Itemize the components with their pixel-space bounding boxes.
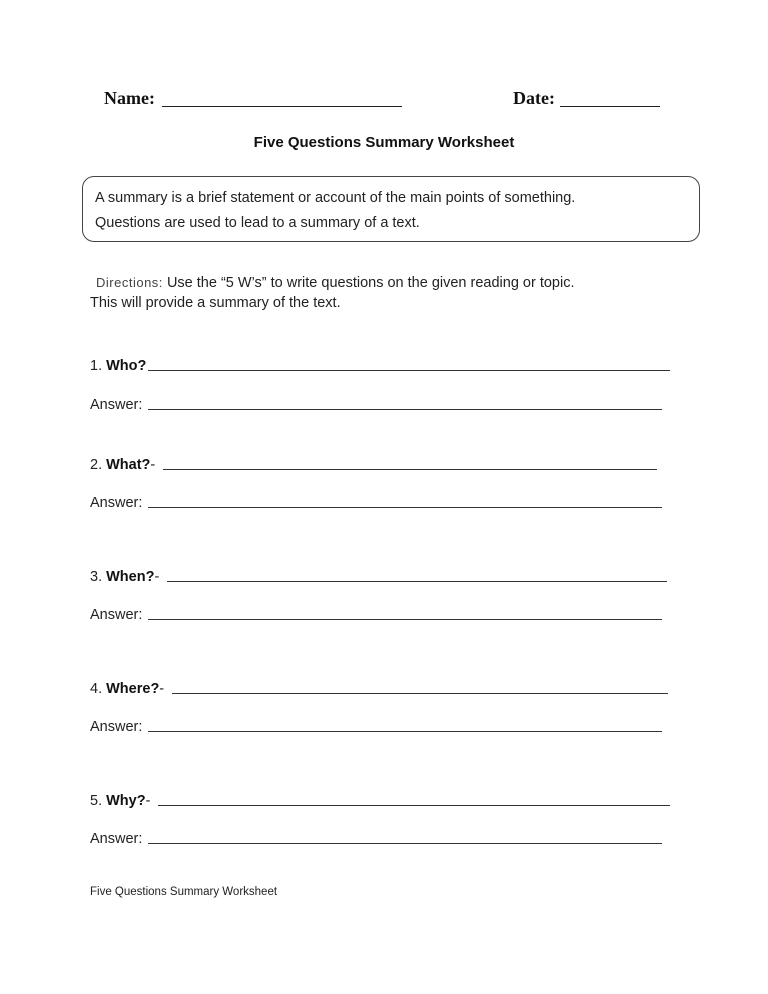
answer-where	[90, 719, 662, 735]
question-number: 1.	[90, 358, 103, 374]
directions-label: Directions:	[96, 275, 163, 290]
question-suffix: -	[150, 457, 156, 473]
question-number: 2.	[90, 457, 103, 473]
question-why	[90, 793, 670, 809]
question-word: Who?	[106, 358, 147, 374]
question-suffix: -	[159, 681, 165, 697]
definition-box	[82, 176, 700, 242]
answer-label: Answer:	[90, 495, 143, 511]
name-field[interactable]	[162, 106, 402, 107]
question-number: 4.	[90, 681, 103, 697]
question-word: When?	[106, 569, 155, 585]
question-word: Why?	[106, 793, 146, 809]
definition-text	[95, 186, 575, 236]
question-when-line[interactable]	[167, 581, 667, 582]
answer-why-line[interactable]	[148, 843, 662, 844]
question-word: What?	[106, 457, 151, 473]
answer-where-line[interactable]	[148, 731, 662, 732]
answer-label: Answer:	[90, 607, 143, 623]
question-number: 3.	[90, 569, 103, 585]
answer-why	[90, 831, 662, 847]
question-who-line[interactable]	[148, 370, 670, 371]
question-when	[90, 569, 667, 585]
question-word: Where?	[106, 681, 160, 697]
answer-label: Answer:	[90, 397, 143, 413]
answer-who	[90, 397, 662, 413]
question-number: 5.	[90, 793, 103, 809]
directions-text-line-2: This will provide a summary of the text.	[90, 295, 341, 311]
question-where-line[interactable]	[172, 693, 668, 694]
answer-what-line[interactable]	[148, 507, 662, 508]
definition-line-1: A summary is a brief statement or account of the main points of something.	[95, 190, 576, 206]
answer-label: Answer:	[90, 831, 143, 847]
answer-label: Answer:	[90, 719, 143, 735]
question-what	[90, 457, 657, 473]
directions	[96, 270, 575, 296]
date-label: Date:	[513, 88, 555, 108]
question-where	[90, 681, 668, 697]
question-suffix: -	[145, 793, 151, 809]
question-suffix: -	[154, 569, 160, 585]
answer-when	[90, 607, 662, 623]
answer-what	[90, 495, 662, 511]
directions-text: Use the “5 W’s” to write questions on the given reading or topic.	[162, 275, 575, 291]
answer-who-line[interactable]	[148, 409, 662, 410]
question-why-line[interactable]	[158, 805, 670, 806]
footer-text: Five Questions Summary Worksheet	[90, 886, 278, 898]
question-who	[90, 358, 670, 374]
answer-when-line[interactable]	[148, 619, 662, 620]
name-label: Name:	[104, 88, 155, 108]
page-title: Five Questions Summary Worksheet	[253, 134, 515, 151]
definition-line-2: Questions are used to lead to a summary of a text.	[95, 215, 420, 231]
question-what-line[interactable]	[163, 469, 657, 470]
date-field[interactable]	[560, 106, 660, 107]
